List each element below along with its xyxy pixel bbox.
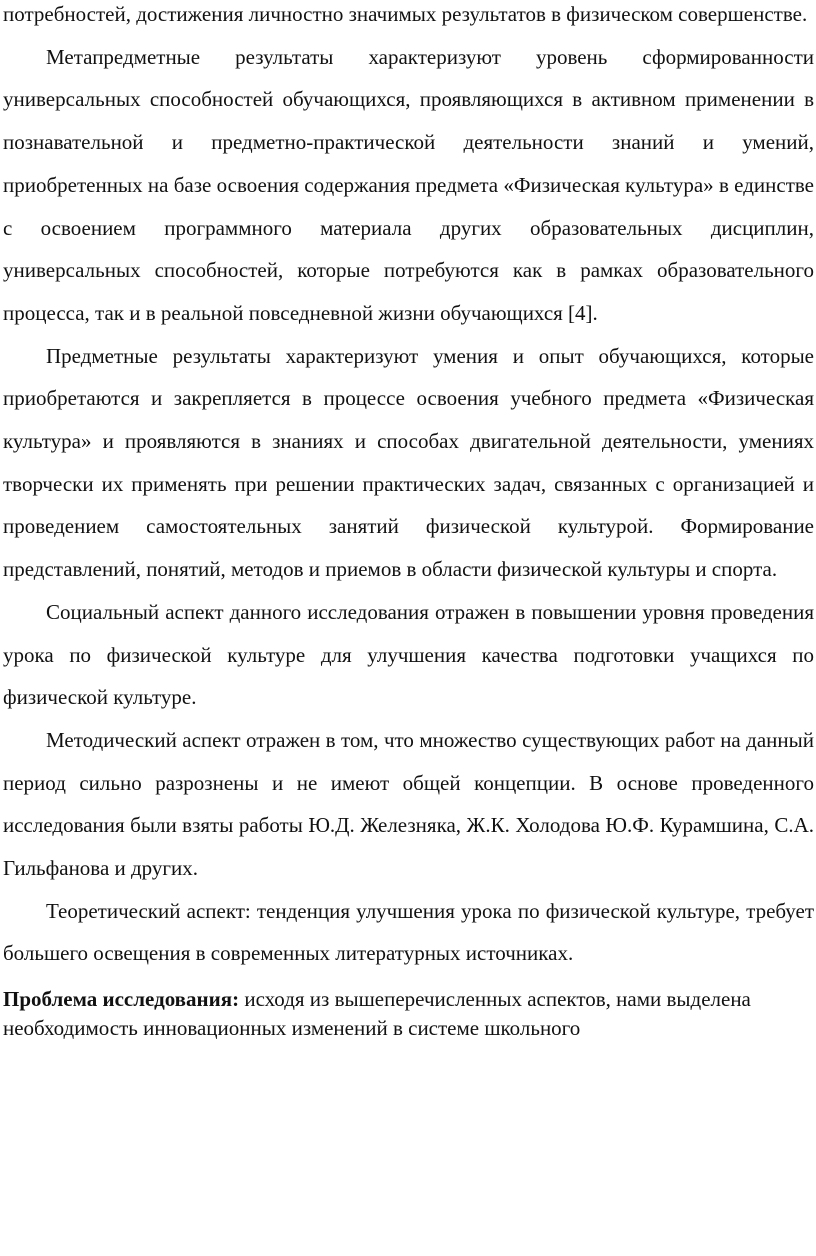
paragraph-metasubject-results: Метапредметные результаты характеризуют уровень сформированности универсальных способностей обучающихся, проявляющихся в активном применении в познавательной и предметно-практической деятельности знаний и умений, приобретенных на базе освоения содержания предмета «Физическая культура» в единстве с освоением программного материала других образовательных дисциплин, универсальных способностей, которые потребуются как в рамках образовательного процесса, так и в реальной повседневной жизни обучающихся [4]. — [3, 44, 814, 325]
paragraph-social-aspect: Социальный аспект данного исследования отражен в повышении уровня проведения урока по физической культуре для улучшения качества подготовки учащихся по физической культуре. — [3, 599, 814, 710]
paragraph-theoretical-aspect: Теоретический аспект: тенденция улучшения урока по физической культуре, требует большего освещения в современных литературных источниках. — [3, 898, 814, 966]
paragraph-methodical-aspect: Методический аспект отражен в том, что множество существующих работ на данный период сильно разрознены и не имеют общей концепции. В основе проведенного исследования были взяты работы Ю.Д. Железняка, Ж.К. Холодова Ю.Ф. Курамшина, С.А. Гильфанова и других. — [3, 727, 814, 881]
paragraph-personal-results-end: потребностей, достижения личностно значимых результатов в физическом совершенстве. — [3, 2, 808, 26]
research-problem-label: Проблема исследования: — [3, 987, 240, 1012]
paragraph-subject-results: Предметные результаты характеризуют умения и опыт обучающихся, которые приобретаются и закрепляется в процессе освоения учебного предмета «Физическая культура» и проявляются в знаниях и способах двигательной деятельности, умениях творчески их применять при решении практических задач, связанных с организацией и проведением самостоятельных занятий физической культурой. Формирование представлений, понятий, методов и приемов в области физической культуры и спорта. — [3, 343, 814, 582]
paragraph-research-problem — [3, 985, 814, 1043]
research-problem-text: исходя из вышеперечисленных аспектов, нами выделена необходимость инновационных изменений в системе школьного — [3, 987, 751, 1041]
